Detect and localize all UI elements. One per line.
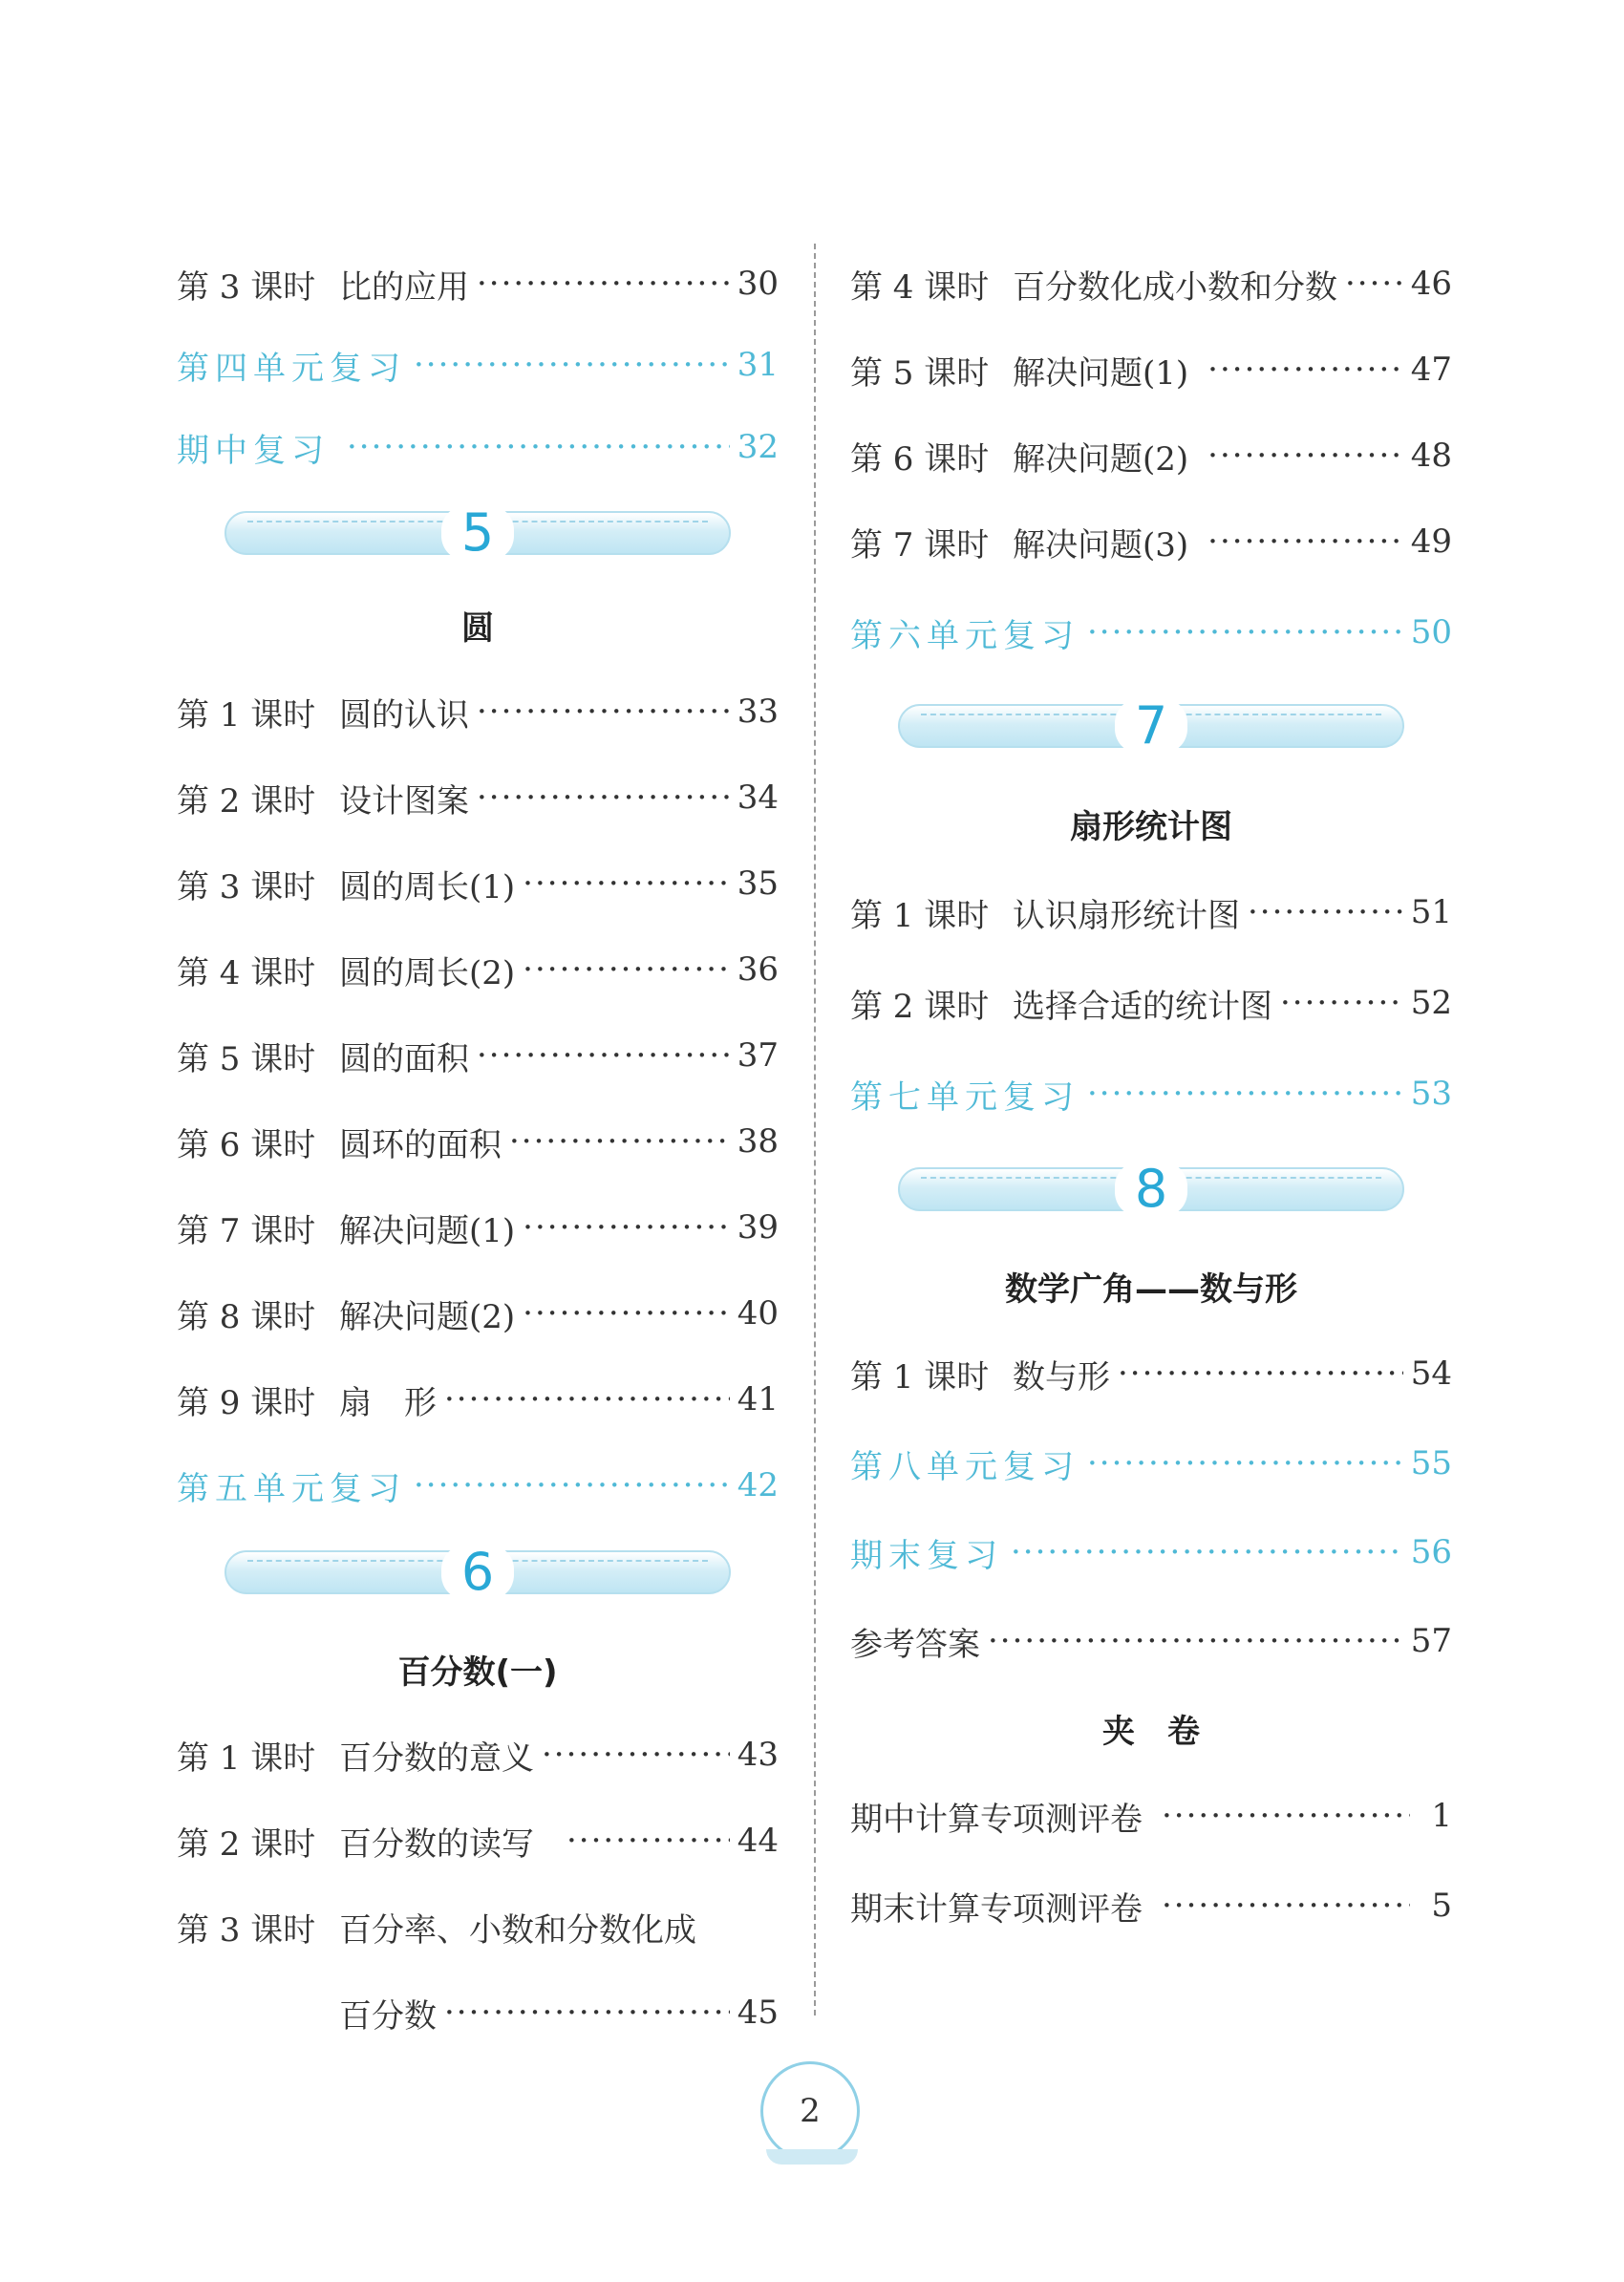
dot-leader bbox=[1207, 437, 1403, 475]
lesson-label: 第 3 课时 bbox=[177, 867, 316, 906]
unit-8-banner bbox=[898, 1159, 1404, 1219]
page-number: 37 bbox=[737, 1036, 779, 1075]
unit-8-title: 数学广角——数与形 bbox=[1005, 1270, 1297, 1309]
dot-leader bbox=[523, 1294, 730, 1333]
lesson-label: 第 2 课时 bbox=[850, 987, 990, 1026]
column-divider bbox=[814, 244, 816, 2015]
lesson-label: 第 5 课时 bbox=[177, 1039, 316, 1078]
review-title: 第七单元复习 bbox=[850, 1077, 1079, 1117]
dot-leader bbox=[414, 1466, 730, 1504]
lesson-title: 比的应用 bbox=[339, 267, 469, 307]
page-number: 43 bbox=[737, 1736, 779, 1774]
insert-section-title: 夹 卷 bbox=[1102, 1713, 1200, 1751]
dot-leader bbox=[1207, 523, 1403, 561]
toc-entry[interactable] bbox=[177, 1118, 779, 1165]
page-number: 48 bbox=[1410, 437, 1452, 475]
lesson-title: 认识扇形统计图 bbox=[1013, 896, 1240, 935]
page-number: 44 bbox=[737, 1822, 779, 1860]
toc-entry[interactable] bbox=[177, 1817, 779, 1865]
page-number: 57 bbox=[1410, 1622, 1452, 1660]
page-number: 41 bbox=[737, 1380, 779, 1418]
toc-entry[interactable] bbox=[850, 888, 1452, 936]
page-number: 35 bbox=[737, 864, 779, 903]
lesson-label: 第 1 课时 bbox=[177, 695, 316, 735]
dot-leader bbox=[523, 864, 730, 903]
toc-entry[interactable] bbox=[850, 979, 1452, 1027]
dot-leader bbox=[523, 1208, 730, 1247]
lesson-title: 圆的面积 bbox=[339, 1039, 469, 1078]
lesson-title: 百分数 bbox=[339, 1996, 437, 2036]
lesson-label: 第 2 课时 bbox=[177, 1824, 316, 1864]
dot-leader bbox=[1207, 351, 1403, 389]
review-title: 期中复习 bbox=[177, 431, 330, 470]
page-number: 40 bbox=[737, 1294, 779, 1333]
dot-leader bbox=[347, 428, 730, 466]
page-number: 33 bbox=[737, 693, 779, 731]
dot-leader bbox=[1162, 1797, 1410, 1835]
dot-leader bbox=[542, 1736, 730, 1774]
review-title: 第五单元复习 bbox=[177, 1469, 406, 1508]
page-number-text: 2 bbox=[800, 2092, 821, 2130]
toc-entry-unit8-review[interactable] bbox=[850, 1440, 1452, 1487]
dot-leader bbox=[1345, 265, 1403, 303]
toc-entry[interactable] bbox=[850, 1792, 1452, 1840]
page-number: 1 bbox=[1431, 1797, 1452, 1835]
dot-leader bbox=[988, 1622, 1403, 1660]
lesson-title: 选择合适的统计图 bbox=[1013, 987, 1272, 1026]
dot-leader bbox=[1280, 984, 1403, 1022]
lesson-label: 第 6 课时 bbox=[177, 1125, 316, 1164]
toc-left-column bbox=[177, 0, 779, 2282]
dot-leader bbox=[444, 1994, 730, 2032]
page-number-badge bbox=[760, 2061, 864, 2166]
toc-entry[interactable] bbox=[177, 1903, 779, 1951]
toc-entry[interactable] bbox=[177, 1376, 779, 1423]
toc-entry[interactable] bbox=[177, 946, 779, 993]
lesson-label: 第 1 课时 bbox=[850, 896, 990, 935]
toc-entry-final-review[interactable] bbox=[850, 1528, 1452, 1576]
toc-entry[interactable] bbox=[850, 1882, 1452, 1930]
page-number: 31 bbox=[737, 346, 779, 384]
toc-entry[interactable] bbox=[850, 1350, 1452, 1397]
toc-entry-midterm-review[interactable] bbox=[177, 423, 779, 471]
page-number: 53 bbox=[1410, 1075, 1452, 1113]
dot-leader bbox=[566, 1822, 730, 1860]
page-number: 34 bbox=[737, 778, 779, 817]
lesson-label: 第 4 课时 bbox=[850, 267, 990, 307]
lesson-title: 解决问题(3) bbox=[1013, 525, 1189, 565]
page-number: 51 bbox=[1410, 893, 1452, 931]
toc-entry[interactable] bbox=[177, 1290, 779, 1337]
lesson-label: 第 6 课时 bbox=[850, 439, 990, 479]
unit-7-banner bbox=[898, 695, 1404, 756]
dot-leader bbox=[1248, 893, 1403, 931]
lesson-title: 解决问题(2) bbox=[339, 1297, 516, 1336]
toc-entry-answers[interactable] bbox=[850, 1617, 1452, 1665]
page-number: 47 bbox=[1410, 351, 1452, 389]
page-number: 52 bbox=[1410, 984, 1452, 1022]
lesson-label: 第 4 课时 bbox=[177, 953, 316, 992]
dot-leader bbox=[477, 693, 730, 731]
page-number: 32 bbox=[737, 428, 779, 466]
lesson-title: 数与形 bbox=[1013, 1357, 1110, 1397]
lesson-title: 圆的周长(2) bbox=[339, 953, 516, 992]
dot-leader bbox=[444, 1380, 730, 1418]
insert-title: 期中计算专项测评卷 bbox=[850, 1800, 1143, 1839]
page-number: 56 bbox=[1410, 1533, 1452, 1571]
toc-entry[interactable] bbox=[177, 860, 779, 907]
toc-right-column bbox=[850, 0, 1452, 2282]
unit-6-title: 百分数(一) bbox=[397, 1653, 558, 1692]
dot-leader bbox=[1011, 1533, 1403, 1571]
toc-entry[interactable] bbox=[177, 774, 779, 821]
unit-number: 7 bbox=[1115, 698, 1187, 754]
toc-entry-unit6-review[interactable] bbox=[850, 608, 1452, 656]
lesson-label: 第 3 课时 bbox=[177, 267, 316, 307]
toc-entry[interactable] bbox=[850, 346, 1452, 394]
lesson-title: 圆环的面积 bbox=[339, 1125, 502, 1164]
lesson-title: 解决问题(1) bbox=[339, 1211, 516, 1250]
lesson-title: 设计图案 bbox=[339, 781, 469, 821]
unit-7-title: 扇形统计图 bbox=[1070, 808, 1232, 846]
lesson-label: 第 2 课时 bbox=[177, 781, 316, 821]
page-number: 42 bbox=[737, 1466, 779, 1504]
unit-5-title: 圆 bbox=[461, 609, 494, 648]
lesson-title: 百分数的意义 bbox=[339, 1738, 534, 1778]
dot-leader bbox=[1087, 1075, 1403, 1113]
dot-leader bbox=[1162, 1887, 1410, 1925]
lesson-title: 解决问题(2) bbox=[1013, 439, 1189, 479]
toc-entry[interactable] bbox=[177, 260, 779, 308]
toc-entry-unit5-review[interactable] bbox=[177, 1461, 779, 1509]
dot-leader bbox=[477, 265, 730, 303]
unit-number: 5 bbox=[441, 505, 514, 561]
page-number: 45 bbox=[737, 1994, 779, 2032]
dot-leader bbox=[414, 346, 730, 384]
toc-entry[interactable] bbox=[177, 1032, 779, 1079]
unit-number: 8 bbox=[1115, 1162, 1187, 1217]
lesson-label: 第 9 课时 bbox=[177, 1383, 316, 1422]
toc-entry[interactable] bbox=[850, 260, 1452, 308]
lesson-label: 第 7 课时 bbox=[177, 1211, 316, 1250]
page-number: 5 bbox=[1431, 1887, 1452, 1925]
page-number: 49 bbox=[1410, 523, 1452, 561]
lesson-title: 百分率、小数和分数化成 bbox=[339, 1910, 696, 1950]
insert-title: 期末计算专项测评卷 bbox=[850, 1889, 1143, 1929]
toc-entry[interactable] bbox=[850, 518, 1452, 565]
review-title: 期末复习 bbox=[850, 1536, 1003, 1575]
lesson-label: 第 3 课时 bbox=[177, 1910, 316, 1950]
review-title: 第六单元复习 bbox=[850, 616, 1079, 655]
lesson-title: 扇 形 bbox=[339, 1383, 437, 1422]
dot-leader bbox=[1118, 1354, 1403, 1393]
unit-5-banner bbox=[224, 502, 731, 563]
lesson-title: 圆的周长(1) bbox=[339, 867, 516, 906]
page-number: 54 bbox=[1410, 1354, 1452, 1393]
page-number: 36 bbox=[737, 950, 779, 989]
toc-entry[interactable] bbox=[850, 432, 1452, 480]
toc-entry-continued[interactable] bbox=[177, 1989, 779, 2037]
lesson-title: 百分数化成小数和分数 bbox=[1013, 267, 1337, 307]
page-number: 55 bbox=[1410, 1444, 1452, 1482]
toc-entry-unit7-review[interactable] bbox=[850, 1070, 1452, 1118]
lesson-label: 第 7 课时 bbox=[850, 525, 990, 565]
review-title: 第八单元复习 bbox=[850, 1447, 1079, 1486]
toc-entry[interactable] bbox=[177, 688, 779, 736]
page-number: 39 bbox=[737, 1208, 779, 1247]
page-number: 50 bbox=[1410, 613, 1452, 651]
page-number: 46 bbox=[1410, 265, 1452, 303]
toc-entry[interactable] bbox=[177, 1204, 779, 1251]
toc-entry-unit4-review[interactable] bbox=[177, 341, 779, 389]
page-number: 30 bbox=[737, 265, 779, 303]
dot-leader bbox=[523, 950, 730, 989]
unit-6-banner bbox=[224, 1542, 731, 1602]
dot-leader bbox=[1087, 613, 1403, 651]
page-number: 38 bbox=[737, 1122, 779, 1161]
lesson-title: 百分数的读写 bbox=[339, 1824, 534, 1864]
lesson-label: 第 1 课时 bbox=[850, 1357, 990, 1397]
dot-leader bbox=[509, 1122, 730, 1161]
dot-leader bbox=[477, 778, 730, 817]
lesson-label: 第 1 课时 bbox=[177, 1738, 316, 1778]
dot-leader bbox=[1087, 1444, 1403, 1482]
answers-title: 参考答案 bbox=[850, 1625, 980, 1664]
toc-entry[interactable] bbox=[177, 1731, 779, 1779]
unit-number: 6 bbox=[441, 1545, 514, 1600]
lesson-label: 第 5 课时 bbox=[850, 353, 990, 393]
lesson-title: 圆的认识 bbox=[339, 695, 469, 735]
dot-leader bbox=[477, 1036, 730, 1075]
review-title: 第四单元复习 bbox=[177, 349, 406, 388]
lesson-title: 解决问题(1) bbox=[1013, 353, 1189, 393]
lesson-label: 第 8 课时 bbox=[177, 1297, 316, 1336]
